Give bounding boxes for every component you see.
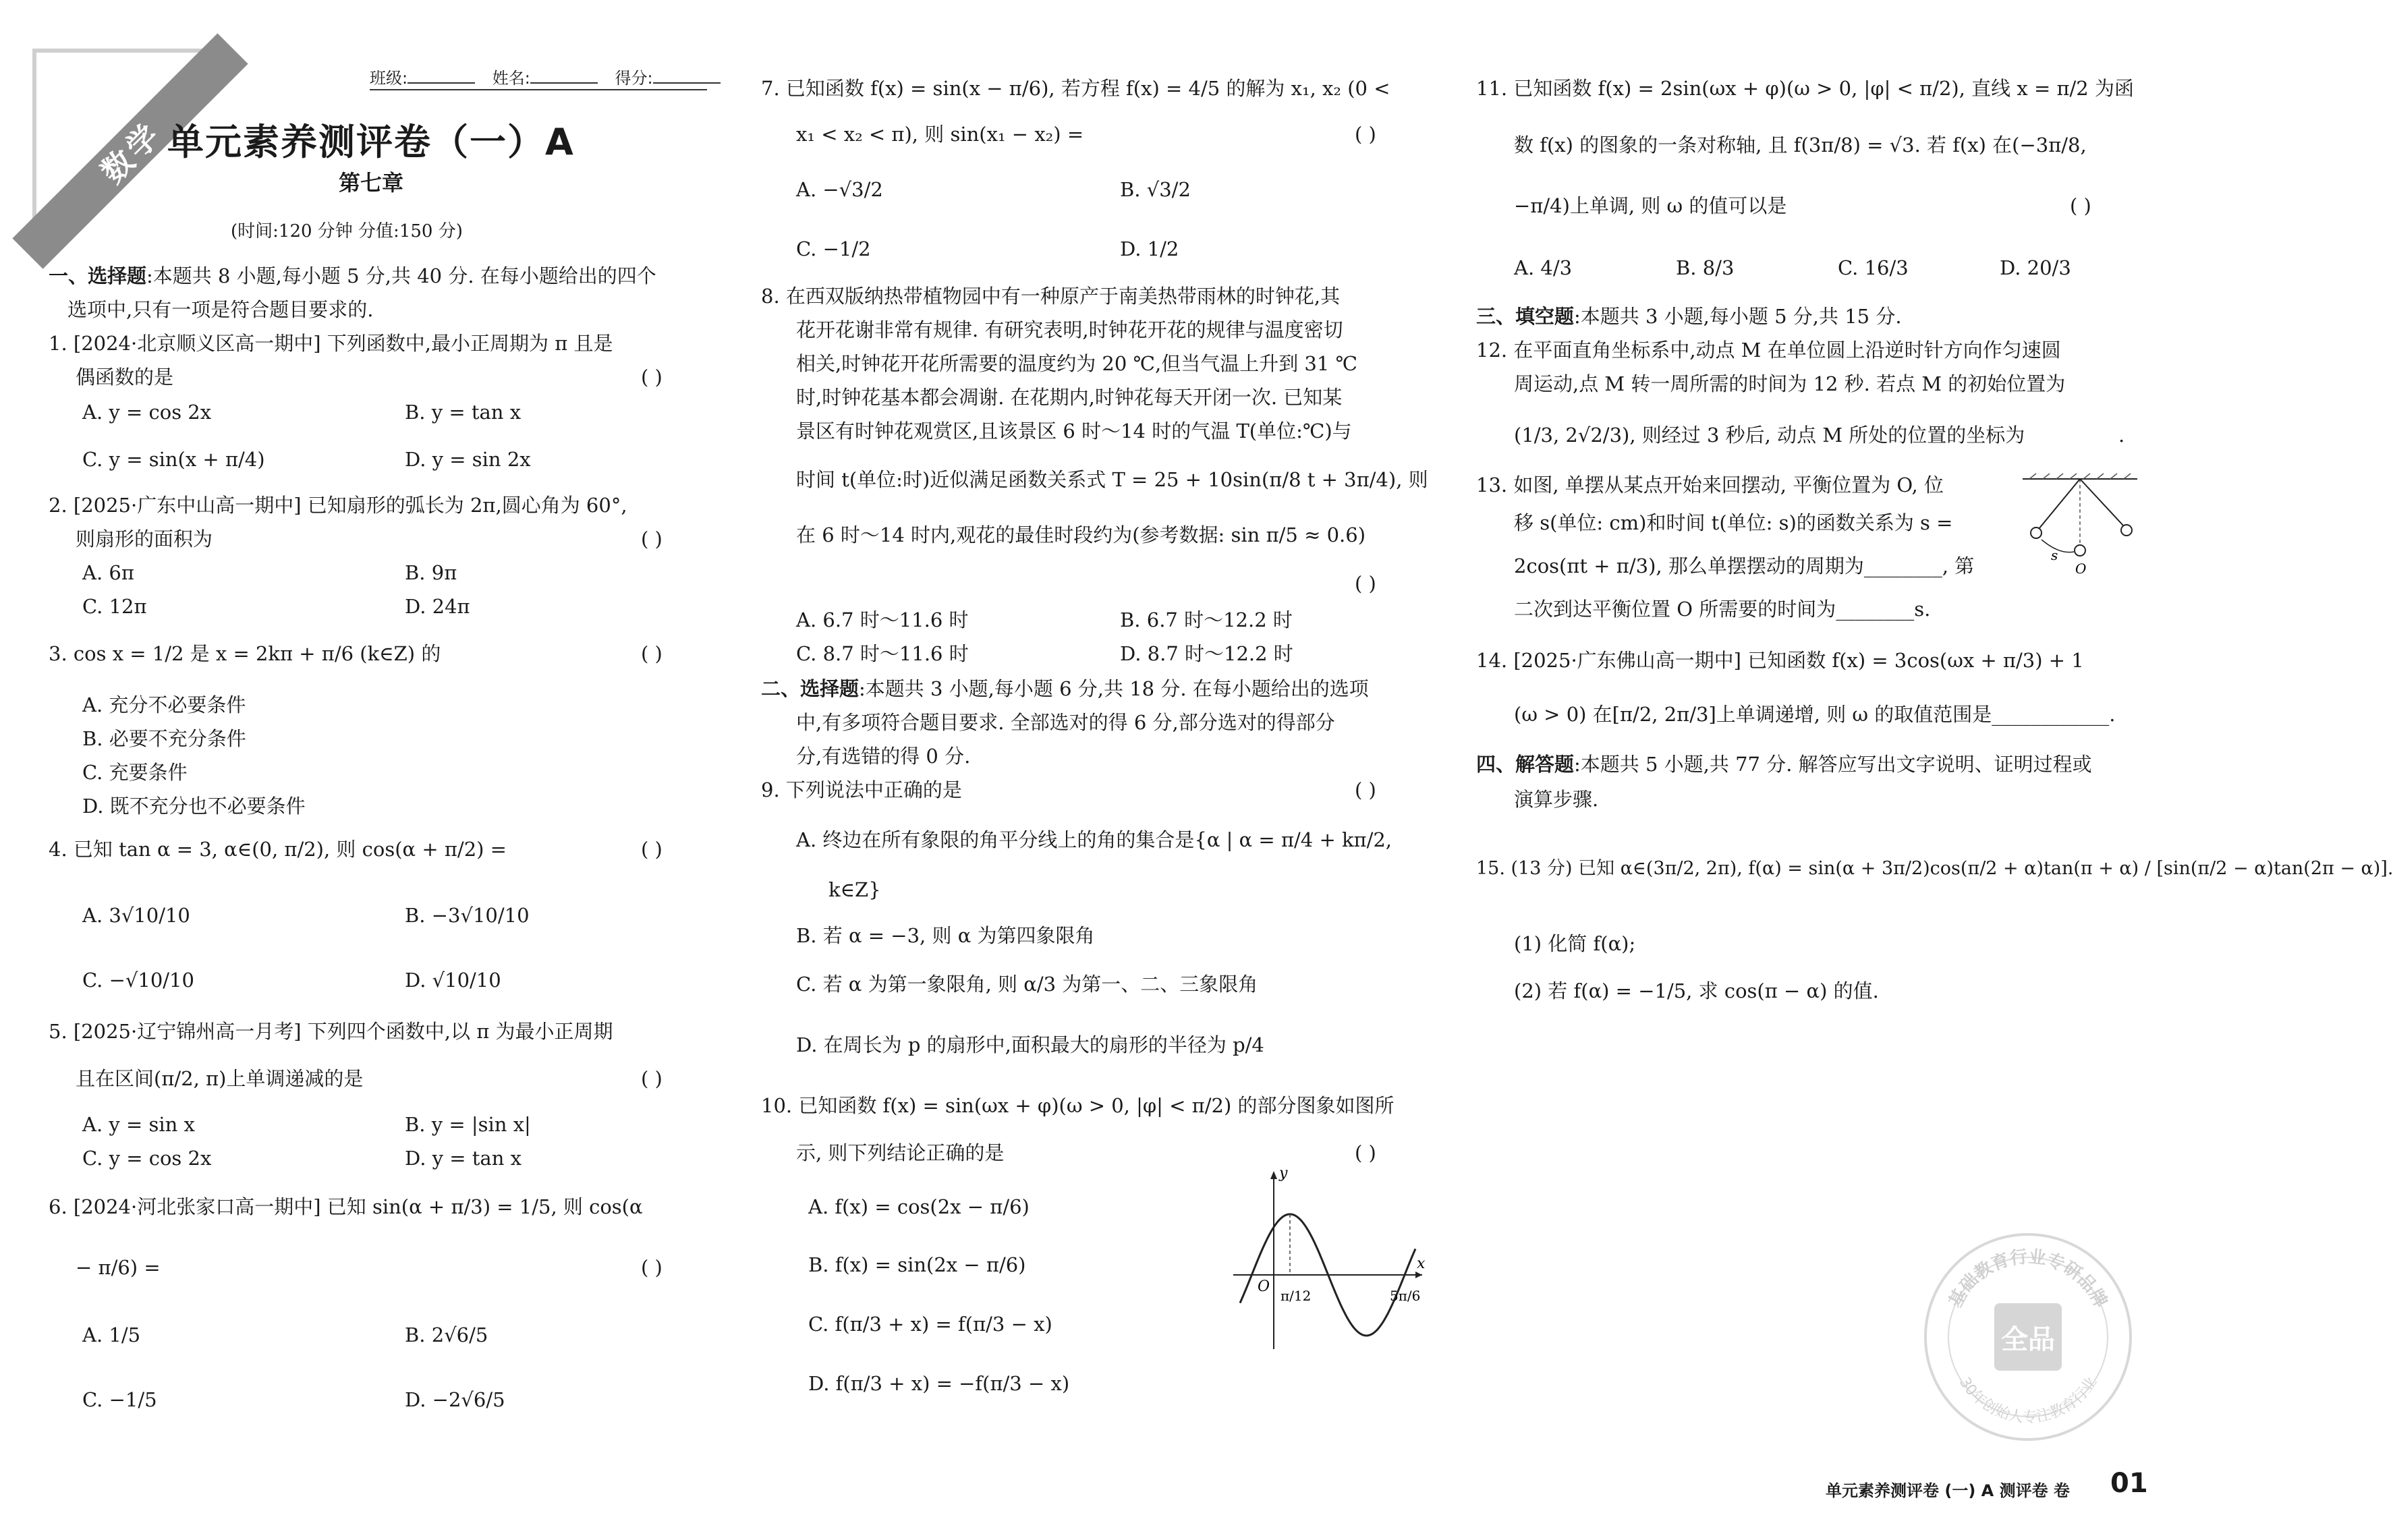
q3-option-d[interactable]: D. 既不充分也不必要条件	[82, 795, 306, 818]
section2-heading: 二、选择题	[761, 677, 860, 700]
section1-desc2: 选项中,只有一项是符合题目要求的.	[67, 298, 374, 321]
q7-option-d[interactable]: D. 1/2	[1120, 237, 1179, 260]
graph-tick1-label: π/12	[1280, 1288, 1312, 1304]
q8-line1: 8. 在西双版纳热带植物园中有一种原产于南美热带雨林的时钟花,其	[761, 285, 1341, 308]
q10-line1: 10. 已知函数 f(x) = sin(ωx + φ)(ω > 0, |φ| < π/2) 的部分图象如图所	[761, 1094, 1395, 1117]
q13-line4: 二次到达平衡位置 O 所需要的时间为________s.	[1514, 598, 1931, 621]
pendulum-s-label: s	[2051, 547, 2058, 563]
q12-line3: (1/3, 2√2/3), 则经过 3 秒后, 动点 M 所处的位置的坐标为	[1514, 424, 2025, 447]
q2-option-b[interactable]: B. 9π	[405, 561, 457, 584]
q5-line2: 且在区间(π/2, π)上单调递减的是	[76, 1067, 364, 1090]
q8-line4: 时,时钟花基本都会凋谢. 在花期内,时钟花每天开闭一次. 已知某	[796, 386, 1343, 409]
section4-desc1: :本题共 5 小题,共 77 分. 解答应写出文字说明、证明过程或	[1574, 753, 2092, 776]
q15-line1: 15. (13 分) 已知 α∈(3π/2, 2π), f(α) = sin(α + 3π/2)cos(π/2 + α)tan(π + α) / [sin(π/2 − α)tan(2π − α)].	[1476, 858, 2393, 879]
score-label: 得分:	[615, 69, 653, 88]
section1-desc1: :本题共 8 小题,每小题 5 分,共 40 分. 在每小题给出的四个	[146, 264, 656, 287]
q7-answer-bracket[interactable]: ( )	[1355, 123, 1376, 146]
graph-tick2-label: 5π/6	[1390, 1288, 1421, 1304]
q10-sine-graph	[1233, 1167, 1429, 1356]
section2-heading-line	[761, 676, 1369, 702]
q8-option-d[interactable]: D. 8.7 时～12.2 时	[1120, 642, 1293, 665]
page-number: 01	[2110, 1468, 2148, 1499]
q13-pendulum-figure	[2016, 472, 2144, 580]
publisher-stamp	[1924, 1233, 2132, 1441]
q8-line6: 时间 t(单位:时)近似满足函数关系式 T = 25 + 10sin(π/8 t + 3π/4), 则	[796, 468, 1428, 491]
q9-option-a[interactable]: A. 终边在所有象限的角平分线上的角的集合是{α | α = π/4 + kπ/2,	[796, 828, 1392, 851]
q7-option-a[interactable]: A. −√3/2	[796, 178, 883, 201]
q11-option-a[interactable]: A. 4/3	[1514, 256, 1573, 279]
q1-option-b[interactable]: B. y = tan x	[405, 401, 522, 424]
q6-option-c[interactable]: C. −1/5	[82, 1388, 157, 1411]
q8-option-a[interactable]: A. 6.7 时～11.6 时	[796, 608, 969, 631]
q9-option-a-cont: k∈Z}	[828, 878, 881, 901]
q1-option-c[interactable]: C. y = sin(x + π/4)	[82, 448, 265, 471]
pendulum-o-label: O	[2075, 561, 2087, 577]
q7-line1: 7. 已知函数 f(x) = sin(x − π/6), 若方程 f(x) = 4/5 的解为 x₁, x₂ (0 <	[761, 77, 1390, 100]
q9-option-c[interactable]: C. 若 α 为第一象限角, 则 α/3 为第一、二、三象限角	[796, 973, 1258, 996]
q8-option-c[interactable]: C. 8.7 时～11.6 时	[796, 642, 969, 665]
section2-desc1: :本题共 3 小题,每小题 6 分,共 18 分. 在每小题给出的选项	[859, 677, 1369, 700]
q11-option-c[interactable]: C. 16/3	[1838, 256, 1909, 279]
q13-line2: 移 s(单位: cm)和时间 t(单位: s)的函数关系为 s =	[1514, 511, 1953, 534]
q2-line1: 2. [2025·广东中山高一期中] 已知扇形的弧长为 2π,圆心角为 60°,	[49, 494, 627, 517]
left-column	[49, 0, 710, 1540]
q1-answer-bracket[interactable]: ( )	[641, 366, 663, 389]
q10-option-a[interactable]: A. f(x) = cos(2x − π/6)	[808, 1195, 1030, 1218]
q9-line1: 9. 下列说法中正确的是	[761, 778, 962, 801]
q2-option-c[interactable]: C. 12π	[82, 595, 147, 618]
q6-option-a[interactable]: A. 1/5	[82, 1323, 141, 1346]
q12-line1: 12. 在平面直角坐标系中,动点 M 在单位圆上沿逆时针方向作匀速圆	[1476, 339, 2061, 362]
q6-option-b[interactable]: B. 2√6/5	[405, 1323, 488, 1346]
q9-option-d[interactable]: D. 在周长为 p 的扇形中,面积最大的扇形的半径为 p/4	[796, 1033, 1264, 1056]
pendulum-string-left	[2039, 479, 2080, 529]
q6-line1: 6. [2024·河北张家口高一期中] 已知 sin(α + π/3) = 1/5, 则 cos(α	[49, 1195, 643, 1218]
q3-line1: 3. cos x = 1/2 是 x = 2kπ + π/6 (k∈Z) 的	[49, 642, 441, 665]
q4-option-b[interactable]: B. −3√10/10	[405, 904, 530, 927]
q8-line3: 相关,时钟花开花所需要的温度约为 20 ℃,但当气温上升到 31 ℃	[796, 352, 1357, 375]
q8-line2: 花开花谢非常有规律. 有研究表明,时钟花开花的规律与温度密切	[796, 318, 1343, 341]
q10-option-b[interactable]: B. f(x) = sin(2x − π/6)	[808, 1253, 1026, 1276]
section4-desc2: 演算步骤.	[1514, 788, 1599, 811]
q10-option-c[interactable]: C. f(π/3 + x) = f(π/3 − x)	[808, 1313, 1052, 1336]
section2-desc2: 中,有多项符合题目要求. 全部选对的得 6 分,部分选对的得部分	[796, 711, 1335, 734]
middle-column	[761, 0, 1436, 1540]
q7-option-b[interactable]: B. √3/2	[1120, 178, 1191, 201]
q10-answer-bracket[interactable]: ( )	[1355, 1141, 1376, 1164]
q11-option-b[interactable]: B. 8/3	[1676, 256, 1735, 279]
q2-line2: 则扇形的面积为	[76, 527, 213, 550]
q8-option-b[interactable]: B. 6.7 时～12.2 时	[1120, 608, 1293, 631]
q1-option-a[interactable]: A. y = cos 2x	[82, 401, 212, 424]
stamp-ring-bottom-text: 30年创始人专注教育行业	[1955, 1374, 2101, 1427]
pendulum-bob-left	[2031, 527, 2042, 538]
q3-answer-bracket[interactable]: ( )	[641, 642, 663, 665]
q12-end-mark: .	[2118, 424, 2125, 447]
q1-line2: 偶函数的是	[76, 366, 174, 389]
section2-desc3: 分,有选错的得 0 分.	[796, 745, 971, 768]
section3-heading-line	[1476, 304, 1902, 330]
section1-heading-line	[49, 263, 656, 289]
q10-option-d[interactable]: D. f(π/3 + x) = −f(π/3 − x)	[808, 1372, 1070, 1395]
q15-part2: (2) 若 f(α) = −1/5, 求 cos(π − α) 的值.	[1514, 979, 1879, 1002]
q12-line2: 周运动,点 M 转一周所需的时间为 12 秒. 若点 M 的初始位置为	[1514, 372, 2066, 395]
q9-option-b[interactable]: B. 若 α = −3, 则 α 为第四象限角	[796, 924, 1095, 947]
page-title: 单元素养测评卷（一）A	[167, 121, 575, 163]
pendulum-ceiling-hatch	[2029, 474, 2131, 479]
q5-option-a[interactable]: A. y = sin x	[82, 1113, 195, 1136]
graph-x-label: x	[1417, 1255, 1426, 1272]
time-info: (时间:120 分钟 分值:150 分)	[231, 221, 463, 241]
q1-line1: 1. [2024·北京顺义区高一期中] 下列函数中,最小正周期为 π 且是	[49, 332, 613, 355]
q10-line2: 示, 则下列结论正确的是	[796, 1141, 1005, 1164]
q11-answer-bracket[interactable]: ( )	[2070, 194, 2091, 217]
q13-line1: 13. 如图, 单摆从某点开始来回摆动, 平衡位置为 O, 位	[1476, 474, 1944, 496]
graph-x-arrow	[1415, 1272, 1422, 1278]
name-label: 姓名:	[492, 69, 530, 88]
q6-option-d[interactable]: D. −2√6/5	[405, 1388, 505, 1411]
subject-tab-label: 数学	[94, 115, 169, 190]
section4-heading-line	[1476, 751, 2092, 778]
stamp-logo: 全品	[1994, 1303, 2062, 1371]
q2-option-a[interactable]: A. 6π	[82, 561, 134, 584]
q7-option-c[interactable]: C. −1/2	[796, 237, 871, 260]
q5-line1: 5. [2025·辽宁锦州高一月考] 下列四个函数中,以 π 为最小正周期	[49, 1020, 613, 1043]
q13-line3: 2cos(πt + π/3), 那么单摆摆动的周期为________, 第	[1514, 554, 1975, 577]
q3-option-a[interactable]: A. 充分不必要条件	[82, 693, 246, 716]
q2-option-d[interactable]: D. 24π	[405, 595, 470, 618]
q4-answer-bracket[interactable]: ( )	[641, 838, 663, 861]
chapter-title: 第七章	[339, 170, 404, 196]
q11-line2: 数 f(x) 的图象的一条对称轴, 且 f(3π/8) = √3. 若 f(x) 在(−3π/8,	[1514, 134, 2087, 156]
section4-heading: 四、解答题	[1476, 753, 1575, 776]
section3-desc1: :本题共 3 小题,每小题 5 分,共 15 分.	[1574, 305, 1902, 328]
q4-option-d[interactable]: D. √10/10	[405, 969, 501, 992]
q1-option-d[interactable]: D. y = sin 2x	[405, 448, 531, 471]
q5-option-d[interactable]: D. y = tan x	[405, 1147, 522, 1170]
graph-y-label: y	[1279, 1165, 1288, 1182]
q11-option-d[interactable]: D. 20/3	[2000, 256, 2071, 279]
q8-line5: 景区有时钟花观赏区,且该景区 6 时～14 时的气温 T(单位:℃)与	[796, 420, 1352, 443]
q4-option-a[interactable]: A. 3√10/10	[82, 904, 190, 927]
q14-line1: 14. [2025·广东佛山高一期中] 已知函数 f(x) = 3cos(ωx + π/3) + 1	[1476, 649, 2084, 672]
q11-line1: 11. 已知函数 f(x) = 2sin(ωx + φ)(ω > 0, |φ| < π/2), 直线 x = π/2 为函	[1476, 77, 2134, 100]
q3-option-b[interactable]: B. 必要不充分条件	[82, 727, 246, 750]
q8-line7: 在 6 时～14 时内,观花的最佳时段约为(参考数据: sin π/5 ≈ 0.6)	[796, 523, 1366, 546]
q5-option-c[interactable]: C. y = cos 2x	[82, 1147, 212, 1170]
q11-line3: −π/4)上单调, 则 ω 的值可以是	[1514, 194, 1787, 217]
q5-option-b[interactable]: B. y = |sin x|	[405, 1113, 531, 1136]
pendulum-bob-center	[2075, 545, 2085, 556]
q7-line2: x₁ < x₂ < π), 则 sin(x₁ − x₂) =	[796, 123, 1084, 146]
q6-answer-bracket[interactable]: ( )	[641, 1256, 663, 1279]
section3-heading: 三、填空题	[1476, 305, 1575, 328]
q9-answer-bracket[interactable]: ( )	[1355, 778, 1376, 801]
q15-part1: (1) 化简 f(α);	[1514, 932, 1636, 955]
q4-line1: 4. 已知 tan α = 3, α∈(0, π/2), 则 cos(α + π/2) =	[49, 838, 507, 861]
q3-option-c[interactable]: C. 充要条件	[82, 761, 188, 784]
graph-y-arrow	[1270, 1171, 1277, 1179]
q4-option-c[interactable]: C. −√10/10	[82, 969, 194, 992]
q6-line2: − π/6) =	[76, 1256, 161, 1279]
class-label: 班级:	[370, 69, 408, 88]
pendulum-string-right	[2080, 479, 2124, 526]
pendulum-bob-right	[2121, 525, 2132, 536]
graph-origin-label: O	[1258, 1278, 1270, 1295]
q8-answer-bracket[interactable]: ( )	[1355, 572, 1376, 595]
footer-label: 单元素养测评卷 (一) A 测评卷 卷	[1826, 1481, 2070, 1500]
stamp-ring-top-text: 基础教育行业专研品牌	[1945, 1247, 2111, 1311]
q2-answer-bracket[interactable]: ( )	[641, 527, 663, 550]
q5-answer-bracket[interactable]: ( )	[641, 1067, 663, 1090]
section1-heading: 一、选择题	[49, 264, 147, 287]
q14-line2: (ω > 0) 在[π/2, 2π/3]上单调递增, 则 ω 的取值范围是____________.	[1514, 703, 2116, 726]
